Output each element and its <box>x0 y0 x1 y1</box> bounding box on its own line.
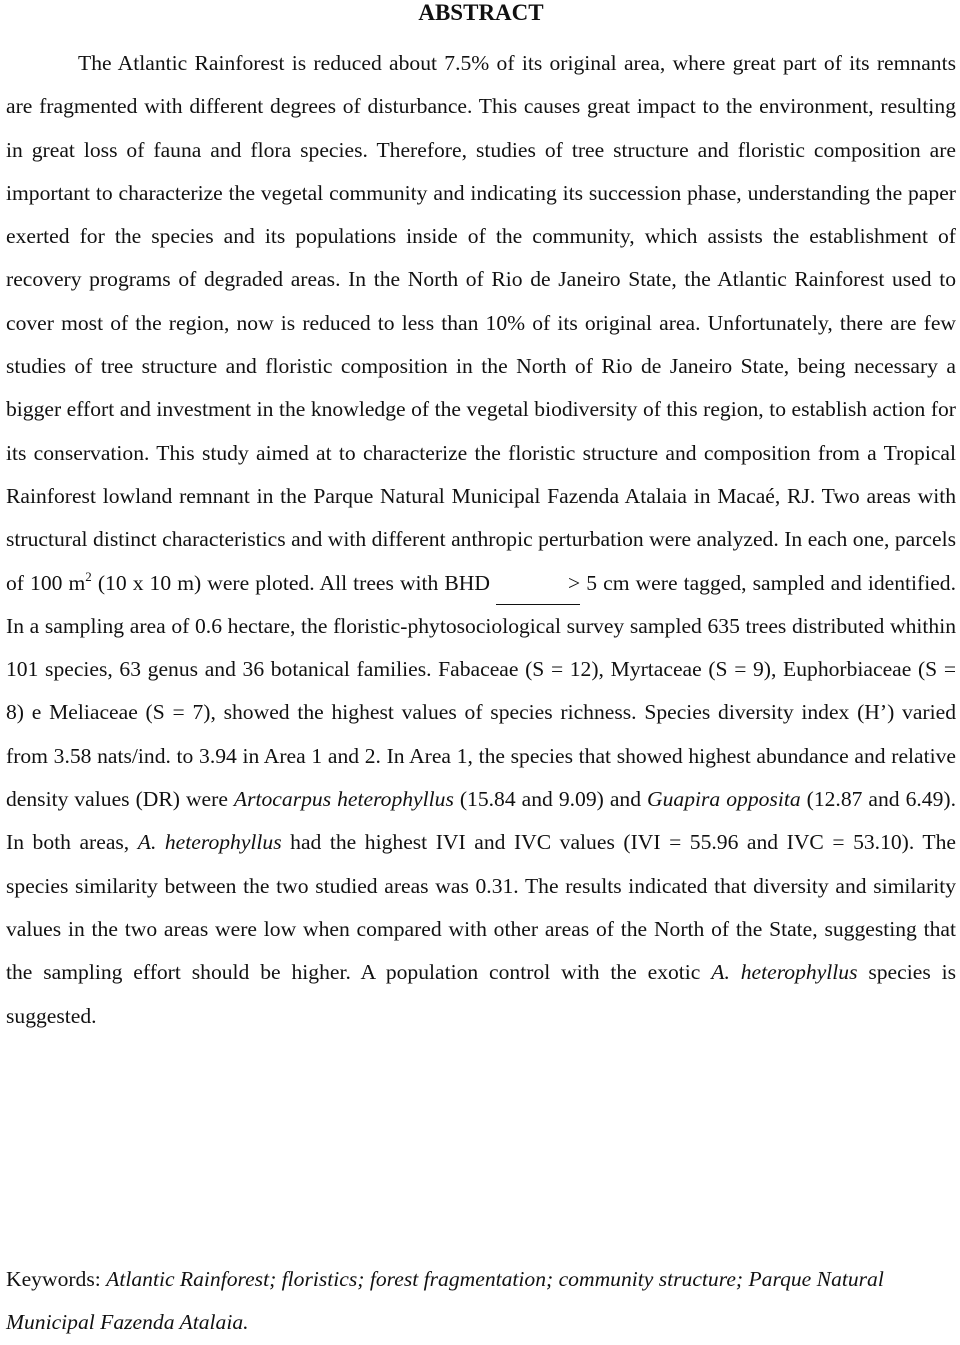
greater-or-equal-symbol: > <box>496 562 580 605</box>
abstract-paragraph <box>6 42 956 1038</box>
species-name-a-heterophyllus-2: A. heterophyllus <box>711 960 858 985</box>
square-meter-superscript: 2 <box>85 568 92 584</box>
abstract-text-3: 5 cm were tagged, sampled and identified. In a sampling area of 0.6 hectare, the floristic-phytosociological survey sampled 635 trees distributed whithin 101 species, 63 genus and 36 botanical families. Fabaceae (S = 12), Myrtaceae (S = 9), Euphorbiaceae (S = 8) e Meliaceae (S = 7), showed the highest values of species richness. Species diversity index (H’) varied from 3.58 nats/ind. to 3.94 in Area 1 and 2. In Area 1, the species that showed highest abundance and relative density values (DR) were <box>6 570 956 812</box>
keywords-label: Keywords: <box>6 1267 107 1291</box>
abstract-text-7: species is suggested. <box>6 960 956 1028</box>
keywords-paragraph <box>6 1258 956 1345</box>
species-name-artocarpus: Artocarpus heterophyllus <box>233 787 454 812</box>
abstract-text-5: (12.87 and 6.49). In both areas, <box>6 787 956 855</box>
abstract-text-2: (10 x 10 m) were ploted. All trees with BHD <box>91 570 497 595</box>
abstract-text-1: The Atlantic Rainforest is reduced about 7.5% of its original area, where great part of its remnants are fragmented with different degrees of disturbance. This causes great impact to the environment, resulting in great loss of fauna and flora species. Therefore, studies of tree structure and floristic composition are important to characterize the vegetal community and indicating its succession phase, understanding the paper exerted for the species and its populations inside of the community, which assists the establishment of recovery programs of degraded areas. In the North of Rio de Janeiro State, the Atlantic Rainforest used to cover most of the region, now is reduced to less than 10% of its original area. Unfortunately, there are few studies of tree structure and floristic composition in the North of Rio de Janeiro State, being necessary a bigger effort and investment in the knowledge of the vegetal biodiversity of this region, to establish action for its conservation. This study aimed at to characterize the floristic structure and composition from a Tropical Rainforest lowland remnant in the Parque Natural Municipal Fazenda Atalaia in Macaé, RJ. Two areas with structural distinct characteristics and with different anthropic perturbation were analyzed. In each one, parcels of 100 m <box>6 51 956 595</box>
species-name-guapira: Guapira opposita <box>647 787 801 812</box>
species-name-a-heterophyllus: A. heterophyllus <box>137 830 282 855</box>
abstract-text-4: (15.84 and 9.09) and <box>453 787 648 812</box>
abstract-heading: ABSTRACT <box>418 0 544 25</box>
abstract-text-6: had the highest IVI and IVC values (IVI = 55.96 and IVC = 53.10). The species similarity between the two studied areas was 0.31. The results indicated that diversity and similarity values in the two areas were low when compared with other areas of the North of the State, suggesting that the sampling effort should be higher. A population control with the exotic <box>6 830 956 985</box>
keywords-list: Atlantic Rainforest; floristics; forest fragmentation; community structure; Parque Natural Municipal Fazenda Atalaia. <box>6 1267 884 1335</box>
abstract-page <box>6 0 956 1335</box>
